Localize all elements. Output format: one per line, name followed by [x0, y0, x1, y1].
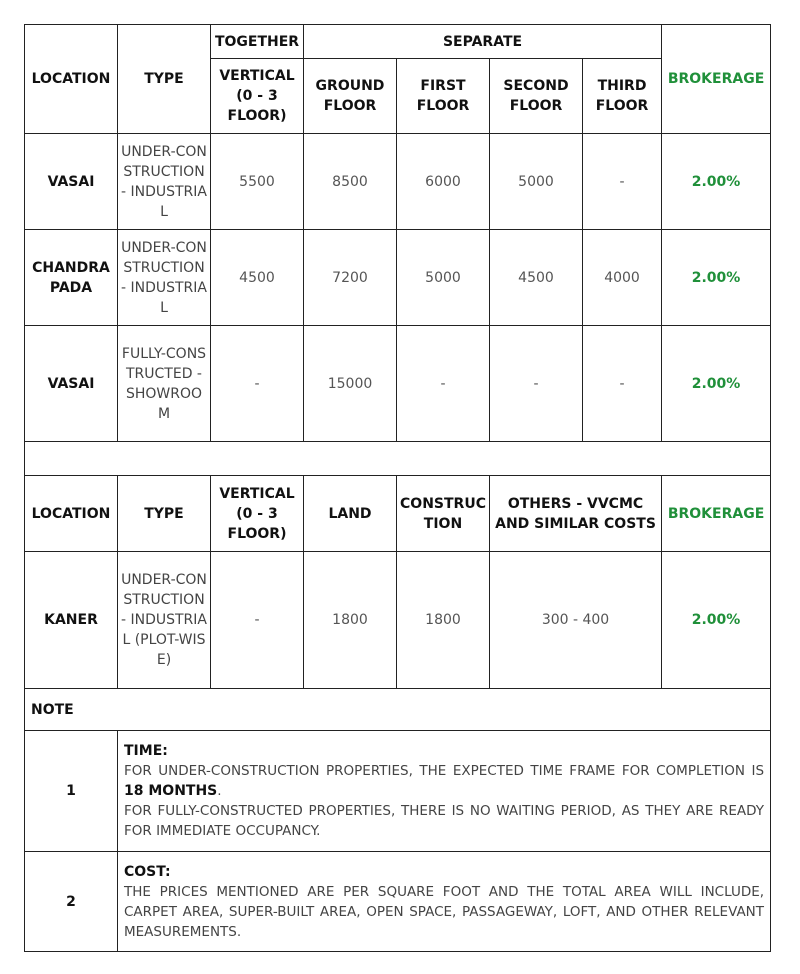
cell-first: 5000 [397, 230, 490, 326]
cell-location: VASAI [25, 326, 118, 442]
spacer-row [25, 442, 771, 476]
cell-vertical: - [211, 552, 304, 689]
note-text: FOR UNDER-CONSTRUCTION PROPERTIES, THE EXPECTED TIME FRAME FOR COMPLETION IS [124, 763, 765, 779]
cell-third: 4000 [583, 230, 662, 326]
cell-others: 300 - 400 [490, 552, 662, 689]
note-text: THE PRICES MENTIONED ARE PER SQUARE FOOT AND THE TOTAL AREA WILL INCLUDE, CARPET AREA, SUPER-BUILT AREA, OPEN SPACE, PASSAGEWAY, LOFT, AND OTHER RELEVANT MEASUREMENTS. [124, 883, 765, 940]
note-row [25, 852, 771, 952]
cell-first: 6000 [397, 134, 490, 230]
note-content [118, 731, 771, 852]
header-vertical: VERTICAL (0 - 3 FLOOR) [211, 476, 304, 552]
header-location: LOCATION [25, 476, 118, 552]
cell-ground: 7200 [304, 230, 397, 326]
note-emphasis: 18 MONTHS [124, 783, 218, 799]
cell-type: UNDER-CONSTRUCTION - INDUSTRIAL [118, 134, 211, 230]
header-vertical: VERTICAL (0 - 3 FLOOR) [211, 59, 304, 134]
note-text: . [217, 783, 222, 799]
cell-ground: 8500 [304, 134, 397, 230]
note-row [25, 731, 771, 852]
cell-vertical: - [211, 326, 304, 442]
header-construction: CONSTRUCTION [397, 476, 490, 552]
cell-brokerage: 2.00% [662, 552, 771, 689]
cell-third: - [583, 326, 662, 442]
cell-type: UNDER-CONSTRUCTION - INDUSTRIAL (PLOT-WISE) [118, 552, 211, 689]
header-type: TYPE [118, 476, 211, 552]
cell-first: - [397, 326, 490, 442]
table-row [25, 134, 771, 230]
table-row [25, 552, 771, 689]
cell-land: 1800 [304, 552, 397, 689]
header-third-floor: THIRD FLOOR [583, 59, 662, 134]
cell-brokerage: 2.00% [662, 134, 771, 230]
cell-brokerage: 2.00% [662, 230, 771, 326]
header-separate: SEPARATE [304, 25, 662, 59]
header-brokerage: BROKERAGE [662, 476, 771, 552]
header-brokerage: BROKERAGE [662, 25, 771, 134]
cell-type: FULLY-CONSTRUCTED - SHOWROOM [118, 326, 211, 442]
header-together: TOGETHER [211, 25, 304, 59]
table-row [25, 230, 771, 326]
cell-second: - [490, 326, 583, 442]
note-number: 2 [25, 852, 118, 952]
header-ground-floor: GROUND FLOOR [304, 59, 397, 134]
cell-ground: 15000 [304, 326, 397, 442]
header-second-floor: SECOND FLOOR [490, 59, 583, 134]
note-content [118, 852, 771, 952]
cell-second: 4500 [490, 230, 583, 326]
header-location: LOCATION [25, 25, 118, 134]
table-row [25, 326, 771, 442]
cell-location: CHANDRAPADA [25, 230, 118, 326]
header-type: TYPE [118, 25, 211, 134]
pricing-table [24, 24, 771, 952]
cell-type: UNDER-CONSTRUCTION - INDUSTRIAL [118, 230, 211, 326]
note-number: 1 [25, 731, 118, 852]
cell-vertical: 5500 [211, 134, 304, 230]
note-heading: NOTE [25, 689, 771, 731]
cell-brokerage: 2.00% [662, 326, 771, 442]
cell-vertical: 4500 [211, 230, 304, 326]
header-first-floor: FIRST FLOOR [397, 59, 490, 134]
note-title: TIME: [124, 743, 168, 759]
cell-third: - [583, 134, 662, 230]
cell-location: VASAI [25, 134, 118, 230]
header-others: OTHERS - VVCMC AND SIMILAR COSTS [490, 476, 662, 552]
cell-location: KANER [25, 552, 118, 689]
note-text: FOR FULLY-CONSTRUCTED PROPERTIES, THERE IS NO WAITING PERIOD, AS THEY ARE READY FOR IMMEDIATE OCCUPANCY. [124, 803, 765, 839]
note-title: COST: [124, 863, 171, 880]
header-land: LAND [304, 476, 397, 552]
cell-construction: 1800 [397, 552, 490, 689]
cell-second: 5000 [490, 134, 583, 230]
